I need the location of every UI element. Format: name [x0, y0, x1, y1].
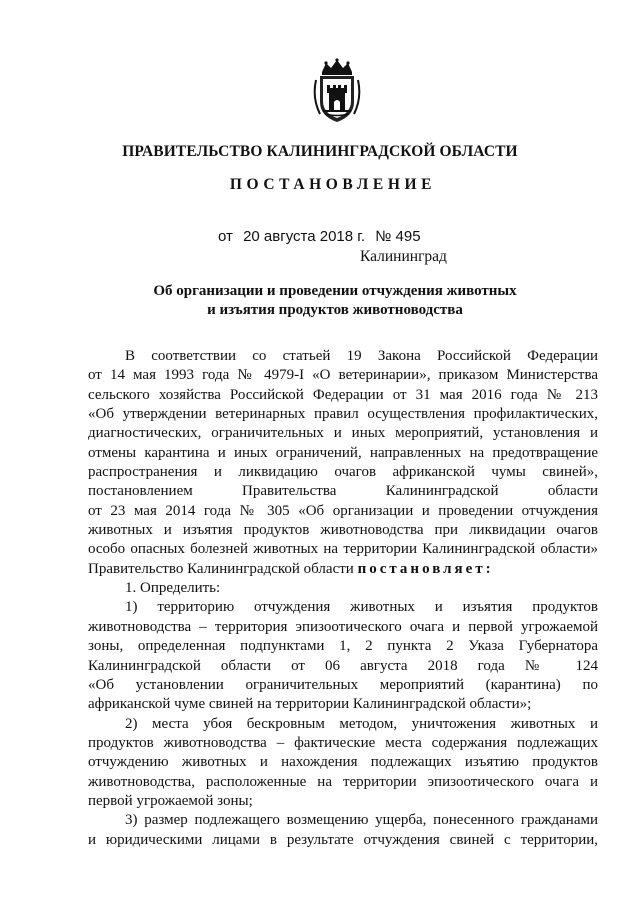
resolve-word: постановляет:	[357, 560, 494, 577]
document-city: Калининград	[360, 248, 447, 265]
body-line: животноводства, расположенные на территории эпизоотического очага и	[88, 773, 598, 790]
document-body	[88, 347, 598, 850]
government-name: ПРАВИТЕЛЬСТВО КАЛИНИНГРАДСКОЙ ОБЛАСТИ	[122, 143, 518, 160]
body-line: особо опасных болезней животных на территории Калининградской области»	[88, 541, 598, 558]
resolve-prefix: Правительство Калининградской области	[88, 560, 358, 577]
title-line: и изъятия продуктов животноводства	[207, 302, 463, 318]
document-number: № 495	[375, 228, 421, 245]
body-line: и юридическими лицами в результате отчуждения свиней с территории,	[88, 831, 598, 848]
body-line: отмены карантина и иных ограничений, направленных на предотвращение	[88, 444, 598, 461]
body-line: В соответствии со статьей 19 Закона Российской Федерации	[125, 348, 598, 364]
body-line: первой угрожаемой зоны;	[88, 792, 253, 809]
body-line: от 23 мая 2014 года № 305 «Об организации и проведении отчуждения	[88, 502, 598, 519]
document-title	[0, 282, 640, 320]
date-prefix: от	[218, 228, 233, 245]
document-type: ПОСТАНОВЛЕНИЕ	[229, 176, 437, 193]
body-line: отчуждению животных и нахождения подлежащих изъятию продуктов	[88, 754, 598, 771]
resolve-line	[88, 560, 598, 579]
document-date: 20 августа 2018 г.	[243, 228, 366, 245]
body-line: «Об утверждении ветеринарных правил осуществления профилактических,	[88, 406, 598, 423]
body-line: сельского хозяйства Российской Федерации от 31 мая 2016 года № 213	[88, 386, 598, 403]
body-line: африканской чуме свиней на территории Калининградской области»;	[88, 696, 532, 713]
body-line: продуктов животноводства – фактические места содержания подлежащих	[88, 734, 598, 751]
coat-of-arms-icon	[312, 58, 362, 124]
body-line: «Об установлении ограничительных мероприятий (карантина) по	[88, 676, 598, 693]
body-line: зоны, определенная подпунктами 1, 2 пункта 2 Указа Губернатора	[88, 638, 598, 655]
document-date-line	[218, 228, 427, 245]
body-line: диагностических, ограничительных и иных мероприятий, установления и	[88, 425, 598, 442]
body-line: постановлением Правительства Калининградской области	[88, 483, 598, 500]
body-line: животноводства – территория эпизоотического очага и первой угрожаемой	[88, 618, 598, 635]
body-line: Калининградской области от 06 августа 2018 года № 124	[88, 657, 598, 674]
body-line: распространения и ликвидацию очагов африканской чумы свиней»,	[88, 464, 598, 481]
body-line: 3) размер подлежащего возмещению ущерба, понесенного гражданами	[125, 812, 598, 829]
title-line: Об организации и проведении отчуждения животных	[153, 283, 517, 299]
body-line: 1) территорию отчуждения животных и изъятия продуктов	[125, 599, 598, 616]
determine-line: 1. Определить:	[125, 580, 221, 597]
body-line: животных и изъятия продуктов животноводства при ликвидации очагов	[88, 522, 598, 539]
body-line: 2) места убоя бескровным методом, уничтожения животных и	[125, 715, 598, 732]
body-line: от 14 мая 1993 года № 4979-I «О ветеринарии», приказом Министерства	[88, 367, 598, 384]
